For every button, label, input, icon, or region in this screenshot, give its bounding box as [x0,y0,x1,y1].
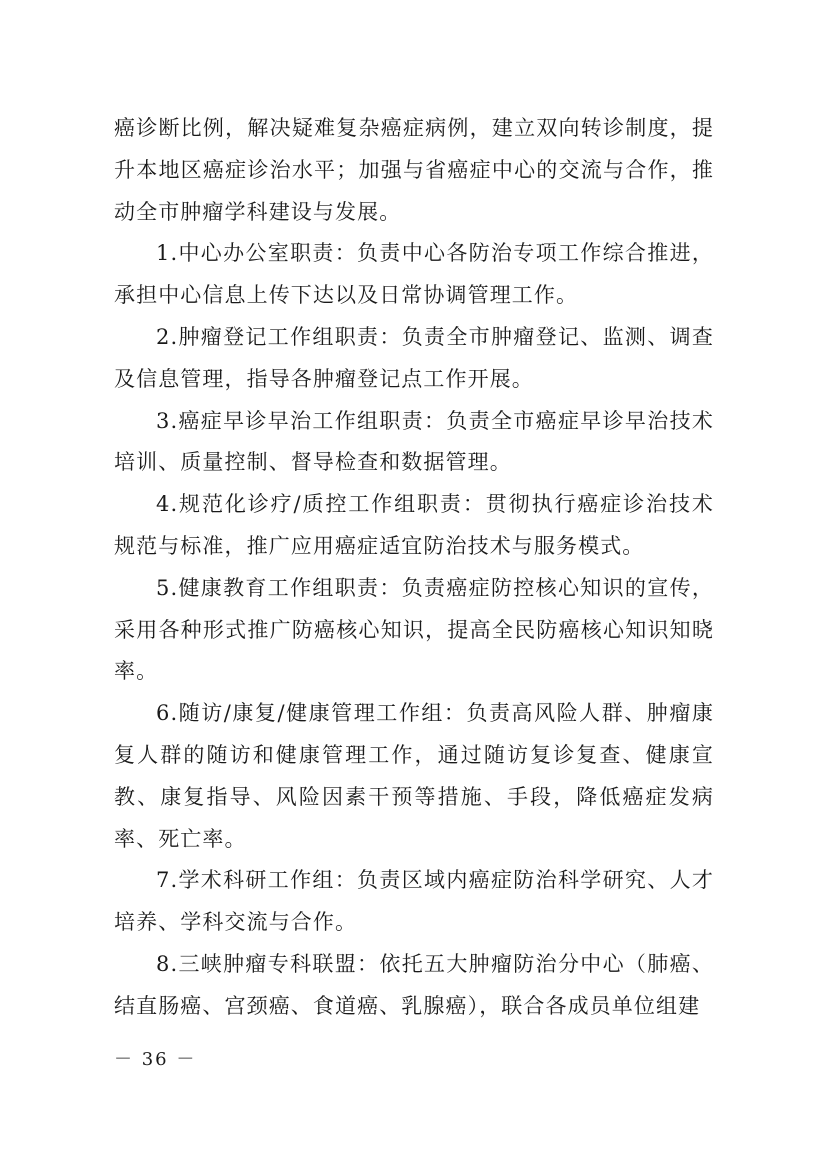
paragraph-health-education-duties: 5.健康教育工作组职责：负责癌症防控核心知识的宣传，采用各种形式推广防癌核心知识，提高全民防癌核心知识知晓率。 [114,575,714,684]
paragraph-registry-duties: 2.肿瘤登记工作组职责：负责全市肿瘤登记、监测、调查及信息管理，指导各肿瘤登记点工作开展。 [114,324,714,391]
paragraph-alliance: 8.三峡肿瘤专科联盟：依托五大肿瘤防治分中心（肺癌、结直肠癌、宫颈癌、食道癌、乳腺癌），联合各成员单位组建 [114,951,714,1018]
paragraph-standardized-care-duties: 4.规范化诊疗/质控工作组职责：贯彻执行癌症诊治技术规范与标准，推广应用癌症适宜防治技术与服务模式。 [114,492,714,558]
paragraph-continuation: 癌诊断比例，解决疑难复杂癌症病例，建立双向转诊制度，提升本地区癌症诊治水平；加强与省癌症中心的交流与合作，推动全市肿瘤学科建设与发展。 [114,116,714,224]
page-number: － 36 － [114,1049,197,1070]
body-text [114,108,714,1028]
paragraph-followup-duties: 6.随访/康复/健康管理工作组：负责高风险人群、肿瘤康复人群的随访和健康管理工作，通过随访复诊复查、健康宣教、康复指导、风险因素干预等措施、手段，降低癌症发病率、死亡率。 [114,701,714,851]
paragraph-office-duties: 1.中心办公室职责：负责中心各防治专项工作综合推进，承担中心信息上传下达以及日常协调管理工作。 [114,241,714,308]
paragraph-early-diagnosis-duties: 3.癌症早诊早治工作组职责：负责全市癌症早诊早治技术培训、质量控制、督导检查和数据管理。 [114,408,714,475]
paragraph-research-duties: 7.学术科研工作组：负责区域内癌症防治科学研究、人才培养、学科交流与合作。 [114,868,714,935]
